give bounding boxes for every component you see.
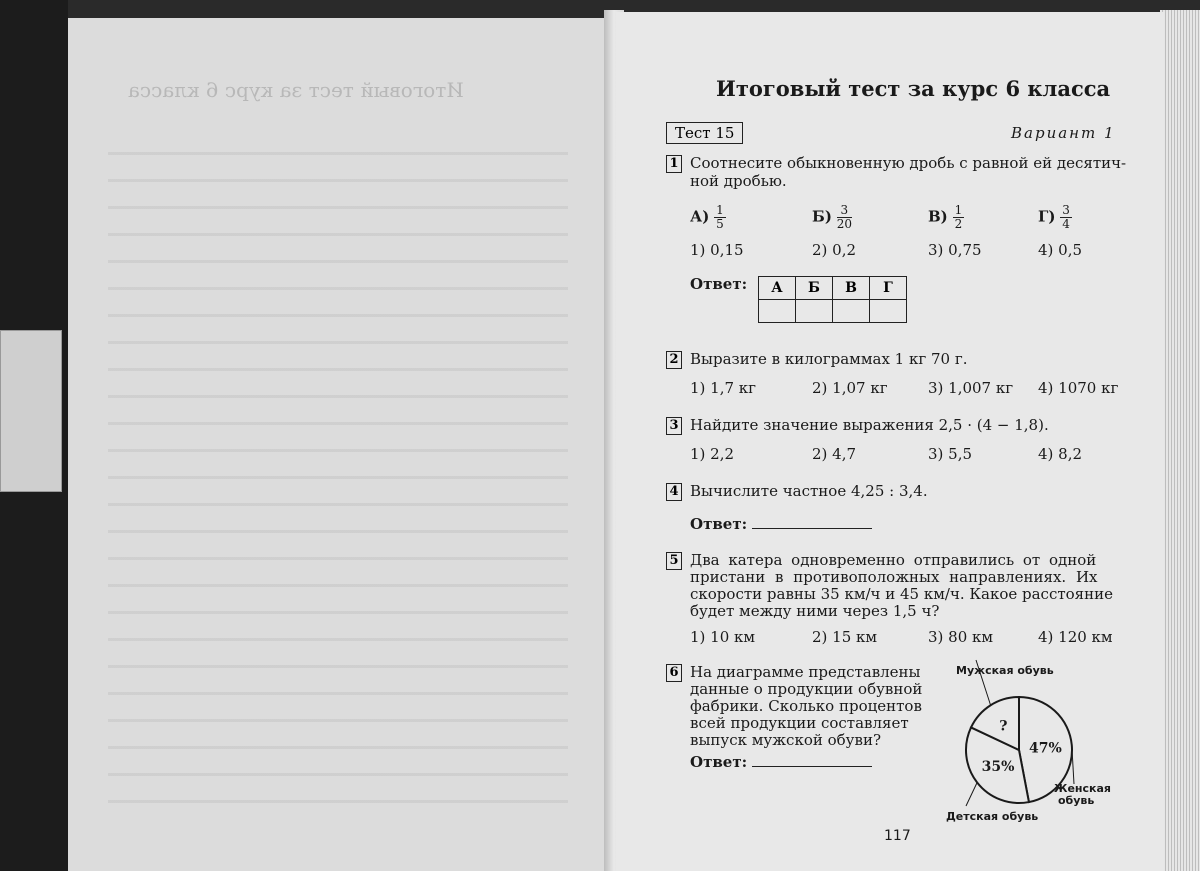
answer-option: 2) 4,7	[812, 445, 857, 463]
question-text: скорости равны 35 км/ч и 45 км/ч. Какое расстояние	[690, 585, 1114, 603]
page-title: Итоговый тест за курс 6 класса	[716, 76, 1111, 101]
question-text: На диаграмме представлены	[690, 663, 921, 681]
answer-option: 2) 0,2	[812, 241, 857, 259]
grid-cell[interactable]	[870, 300, 907, 323]
question-text: данные о продукции обувной	[690, 680, 923, 698]
page-edges	[1160, 10, 1200, 871]
question-text: Вычислите частное 4,25 : 3,4.	[690, 482, 928, 500]
right-page	[616, 12, 1164, 871]
pie-slice-label: Женская обувь	[1054, 782, 1111, 807]
page-number: 117	[884, 828, 911, 844]
answer-option: 1) 1,7 кг	[690, 379, 757, 397]
question-number: 5	[666, 552, 682, 570]
question-text: ной дробью.	[690, 172, 787, 190]
answer-option: 1) 2,2	[690, 445, 735, 463]
fraction-option	[812, 204, 852, 231]
fraction-den: 20	[836, 217, 852, 231]
question-text: Выразите в килограммах 1 кг 70 г.	[690, 350, 968, 368]
fraction-den: 2	[954, 217, 963, 231]
question-number: 6	[666, 664, 682, 682]
answer-field[interactable]	[690, 753, 872, 771]
left-page-bleedthrough-title: Итоговый тест за курс 6 класса	[128, 78, 464, 102]
question-text: Найдите значение выражения 2,5 · (4 − 1,8).	[690, 416, 1049, 434]
pie-slice-label: Детская обувь	[946, 810, 1039, 823]
fraction-num: 3	[837, 204, 852, 218]
answer-option: 3) 80 км	[928, 628, 994, 646]
left-page-bleedthrough	[108, 128, 568, 808]
grid-header: А	[759, 277, 796, 300]
pie-value-label: ?	[999, 718, 1008, 735]
grid-header: В	[833, 277, 870, 300]
answer-option: 3) 1,007 кг	[928, 379, 1014, 397]
answer-option: 4) 120 км	[1038, 628, 1113, 646]
fraction-num: 3	[1062, 203, 1070, 217]
answer-option: 1) 10 км	[690, 628, 756, 646]
question-number: 4	[666, 483, 682, 501]
answer-option: 3) 0,75	[928, 241, 982, 259]
answer-grid	[758, 276, 907, 323]
answer-option: 1) 0,15	[690, 241, 744, 259]
question-text: всей продукции составляет	[690, 714, 909, 732]
answer-option: 2) 15 км	[812, 628, 878, 646]
fraction-letter: Г)	[1038, 207, 1056, 226]
question-text: пристани в противоположных направлениях. Их	[690, 568, 1098, 586]
question-number: 2	[666, 351, 682, 369]
pie-value-label: 47%	[1028, 740, 1062, 757]
question-text: Соотнесите обыкновенную дробь с равной ей десятич-	[690, 154, 1127, 172]
pie-callout-line	[966, 782, 977, 806]
question-text: фабрики. Сколько процентов	[690, 697, 922, 715]
answer-option: 3) 5,5	[928, 445, 973, 463]
fraction-letter: Б)	[812, 207, 832, 226]
scanner-background	[0, 0, 68, 871]
grid-cell[interactable]	[833, 300, 870, 323]
question-text: выпуск мужской обуви?	[690, 731, 881, 749]
question-number: 3	[666, 417, 682, 435]
fraction-option	[1038, 204, 1072, 231]
pie-value-label: 35%	[981, 759, 1015, 776]
fraction-den: 5	[716, 217, 724, 231]
fraction-option	[690, 204, 726, 231]
answer-option: 4) 0,5	[1038, 241, 1083, 259]
answer-option: 4) 1070 кг	[1038, 379, 1119, 397]
question-text: будет между ними через 1,5 ч?	[690, 602, 940, 620]
fraction-num: 1	[716, 203, 724, 217]
test-label: Тест 15	[666, 122, 743, 144]
answer-line[interactable]	[752, 528, 872, 529]
grid-header: Б	[796, 277, 833, 300]
answer-option: 2) 1,07 кг	[812, 379, 888, 397]
grid-cell[interactable]	[796, 300, 833, 323]
fraction-letter: В)	[928, 207, 948, 226]
answer-label: Ответ:	[690, 275, 748, 293]
answer-line[interactable]	[752, 766, 872, 767]
binder-tab	[0, 330, 62, 492]
fraction-option	[928, 204, 964, 231]
pie-chart	[936, 654, 1156, 824]
fraction-den: 4	[1062, 217, 1070, 231]
grid-cell[interactable]	[759, 300, 796, 323]
pie-slice-label: Мужская обувь	[956, 664, 1054, 677]
question-number: 1	[666, 155, 682, 173]
grid-header: Г	[870, 277, 907, 300]
variant-label: Вариант 1	[1011, 124, 1116, 142]
left-page	[68, 18, 613, 871]
fraction-num: 1	[954, 203, 963, 217]
fraction-letter: А)	[690, 207, 710, 226]
answer-option: 4) 8,2	[1038, 445, 1083, 463]
answer-label: Ответ:	[690, 515, 748, 533]
answer-label: Ответ:	[690, 753, 748, 771]
answer-field[interactable]	[690, 515, 872, 533]
question-text: Два катера одновременно отправились от одной	[690, 551, 1097, 569]
